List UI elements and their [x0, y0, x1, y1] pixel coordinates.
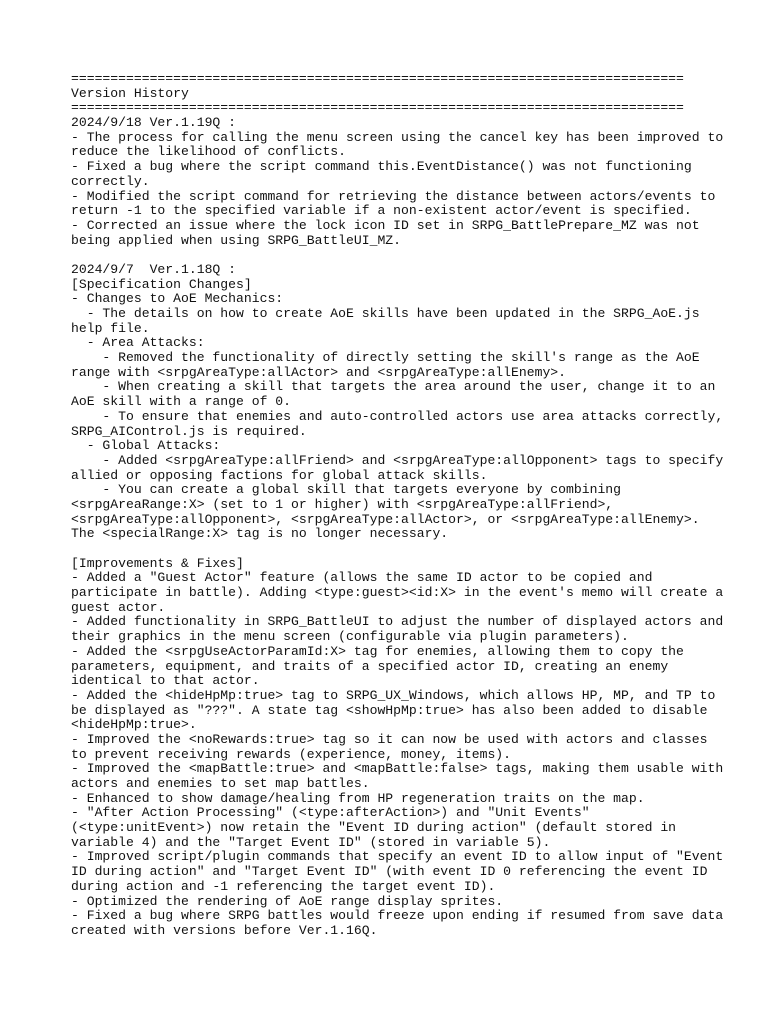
text-line: - Global Attacks: — [71, 438, 221, 454]
text-line: <hideHpMp:true>. — [71, 717, 197, 733]
text-line: (<type:unitEvent>) now retain the "Event ID during action" (default stored in — [71, 820, 677, 836]
text-line: variable 4) and the "Target Event ID" (stored in variable 5). — [71, 834, 551, 850]
text-line: AoE skill with a range of 0. — [71, 394, 292, 410]
text-line: - Added a "Guest Actor" feature (allows the same ID actor to be copied and — [71, 570, 653, 586]
text-line: [Specification Changes] — [71, 276, 252, 292]
text-line: - Removed the functionality of directly setting the skill's range as the AoE — [71, 350, 700, 366]
text-line: - The details on how to create AoE skills have been updated in the SRPG_AoE.js — [71, 306, 700, 321]
text-line: - Fixed a bug where SRPG battles would freeze upon ending if resumed from save data — [71, 908, 724, 924]
text-line: - Added <srpgAreaType:allFriend> and <srpgAreaType:allOpponent> tags to specify — [71, 452, 724, 468]
text-line: - Area Attacks: — [71, 335, 205, 351]
text-line: correctly. — [71, 173, 150, 189]
text-line: - The process for calling the menu screen using the cancel key has been improved to — [71, 129, 724, 145]
blank-line — [71, 248, 721, 263]
text-line: - Changes to AoE Mechanics: — [71, 291, 284, 307]
text-line: identical to that actor. — [71, 673, 260, 689]
text-line: - Improved the <noRewards:true> tag so it can now be used with actors and classes — [71, 731, 708, 747]
text-line: ============================================================================== — [71, 100, 684, 116]
text-line: reduce the likelihood of conflicts. — [71, 144, 347, 160]
text-line: 2024/9/18 Ver.1.19Q : — [71, 115, 237, 131]
text-line: - Added the <hideHpMp:true> tag to SRPG_UX_Windows, which allows HP, MP, and TP to — [71, 687, 716, 703]
text-line: guest actor. — [71, 599, 166, 615]
text-line: be displayed as "???". A state tag <showHpMp:true> has also been added to disable — [71, 702, 708, 718]
text-line: range with <srpgAreaType:allActor> and <srpgAreaType:allEnemy>. — [71, 364, 567, 380]
text-line: ============================================================================== — [71, 71, 684, 86]
text-line: being applied when using SRPG_BattleUI_MZ. — [71, 232, 402, 248]
text-line: - Added the <srpgUseActorParamId:X> tag for enemies, allowing them to copy the — [71, 643, 684, 659]
version-history-document — [71, 71, 724, 939]
text-line: during action and -1 referencing the target event ID). — [71, 878, 496, 894]
text-line: - You can create a global skill that targets everyone by combining — [71, 482, 622, 498]
text-line: - Improved the <mapBattle:true> and <mapBattle:false> tags, making them usable with — [71, 761, 724, 777]
text-line: - Enhanced to show damage/healing from HP regeneration traits on the map. — [71, 790, 645, 806]
text-line: participate in battle). Adding <type:guest><id:X> in the event's memo will create a — [71, 585, 724, 601]
text-line: - Improved script/plugin commands that specify an event ID to allow input of "Event — [71, 849, 724, 865]
text-line: created with versions before Ver.1.16Q. — [71, 922, 378, 938]
text-line: <srpgAreaType:allOpponent>, <srpgAreaType:allActor>, or <srpgAreaType:allEnemy>. — [71, 511, 700, 527]
text-line: - Added functionality in SRPG_BattleUI to adjust the number of displayed actors and — [71, 614, 724, 630]
text-line: to prevent receiving rewards (experience, money, items). — [71, 746, 512, 762]
text-line: parameters, equipment, and traits of a specified actor ID, creating an enemy — [71, 658, 669, 674]
text-line: ID during action" and "Target Event ID" (with event ID 0 referencing the event ID — [71, 864, 708, 880]
blank-line — [71, 542, 721, 557]
text-line: Version History — [71, 85, 189, 101]
text-line: - When creating a skill that targets the area around the user, change it to an — [71, 379, 716, 395]
text-line: return -1 to the specified variable if a non-existent actor/event is specified. — [71, 203, 692, 219]
text-line: SRPG_AIControl.js is required. — [71, 423, 307, 439]
text-line: - Optimized the rendering of AoE range display sprites. — [71, 893, 504, 909]
text-line: The <specialRange:X> tag is no longer necessary. — [71, 526, 449, 542]
text-line: - Modified the script command for retrieving the distance between actors/events to — [71, 188, 716, 204]
text-line: - Corrected an issue where the lock icon ID set in SRPG_BattlePrepare_MZ was not — [71, 217, 700, 233]
text-line: [Improvements & Fixes] — [71, 555, 244, 571]
text-line: 2024/9/7 Ver.1.18Q : — [71, 261, 237, 277]
text-line: allied or opposing factions for global attack skills. — [71, 467, 488, 483]
text-line: - Fixed a bug where the script command this.EventDistance() was not functioning — [71, 159, 692, 175]
text-line: help file. — [71, 320, 150, 336]
text-line: <srpgAreaRange:X> (set to 1 or higher) with <srpgAreaType:allFriend>, — [71, 496, 614, 512]
text-line: actors and enemies to set map battles. — [71, 776, 370, 791]
text-line: their graphics in the menu screen (configurable via plugin parameters). — [71, 629, 629, 645]
text-line: - "After Action Processing" (<type:afterAction>) and "Unit Events" — [71, 805, 590, 821]
text-line: - To ensure that enemies and auto-controlled actors use area attacks correctly, — [71, 408, 724, 424]
